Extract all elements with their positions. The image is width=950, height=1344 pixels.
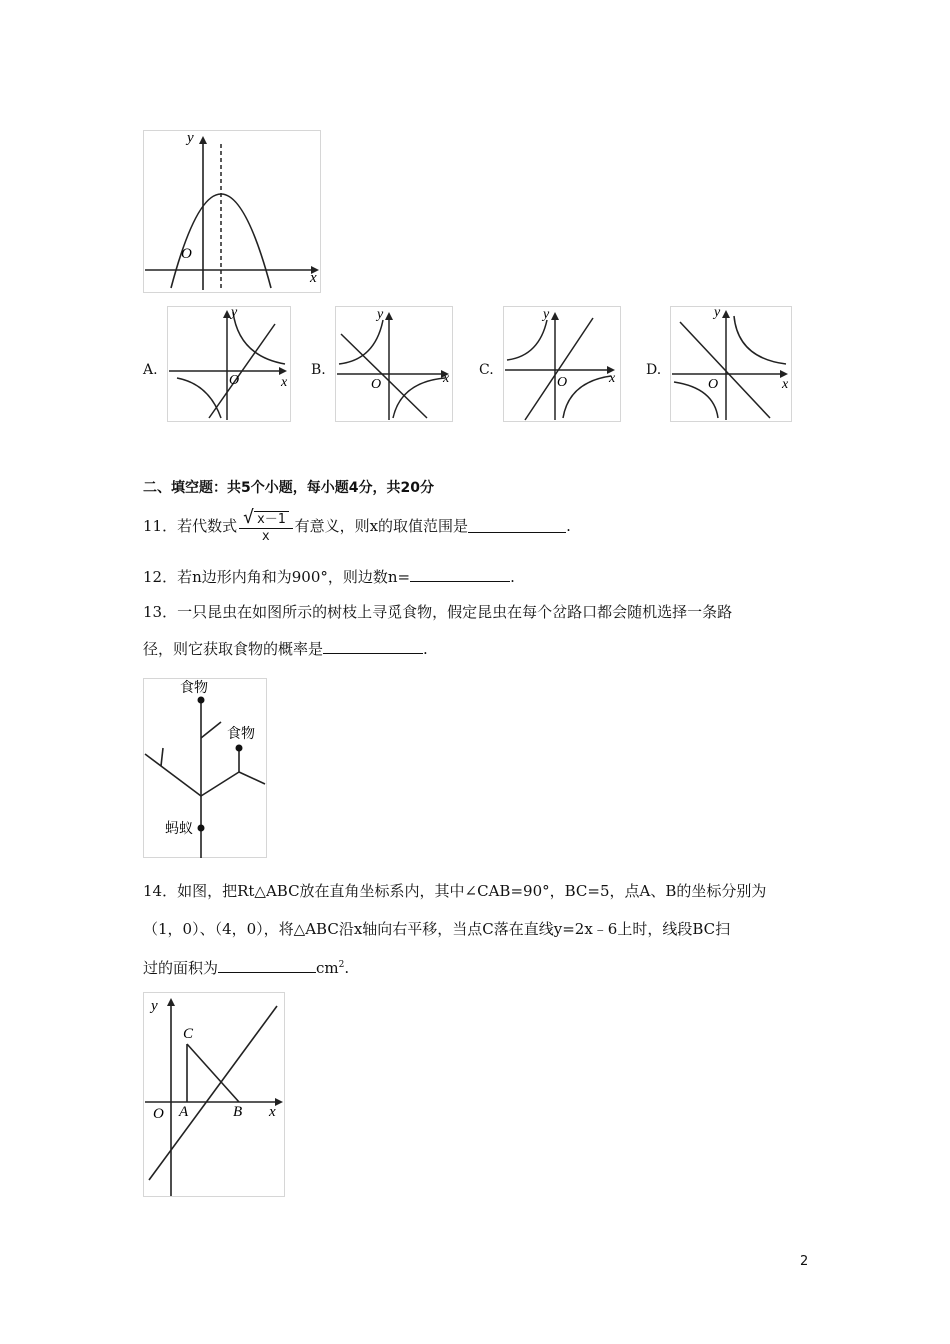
q11-numerator: √ x－1 [239, 507, 293, 529]
svg-text:y: y [231, 306, 238, 320]
svg-text:x: x [609, 371, 616, 386]
q13-answer-blank[interactable] [323, 639, 423, 654]
x-label: x [269, 1104, 276, 1120]
q11-prefix: 11．若代数式 [143, 517, 238, 535]
parabola-figure [143, 130, 321, 293]
tree-figure [143, 678, 267, 858]
question-14-line3: 过的面积为 $cm^2$. [143, 959, 350, 977]
point-c-label: C [183, 1026, 194, 1042]
hyperbola-branch-1 [507, 320, 547, 360]
point-b-label: B [233, 1104, 243, 1120]
parabola-graph [143, 130, 321, 293]
svg-text:O: O [371, 377, 382, 392]
section-title: 二、填空题：共5个小题，每小题4分，共20分 [143, 480, 434, 496]
option-d-figure [670, 306, 792, 422]
line-graph [525, 318, 593, 420]
ant-label: 蚂蚁 [165, 821, 193, 837]
question-14-line2: （1，0）、（4，0），将△ABC沿x轴向右平移，当点C落在直线y=2x﹣6上时，线段BC扫 [143, 920, 731, 938]
x-label: x [310, 270, 317, 286]
svg-text:x: x [782, 377, 789, 392]
q11-answer-blank[interactable] [468, 518, 566, 533]
point-a-label: A [179, 1104, 189, 1120]
option-a-label: A. [143, 362, 158, 378]
svg-text:y: y [714, 306, 721, 320]
q11-fraction [239, 507, 293, 544]
triangle-figure [143, 992, 285, 1197]
question-14-line1: 14．如图，把Rt△ABC放在直角坐标系内，其中∠CAB=90°，BC=5，点A、B的坐标分别为 [143, 882, 767, 900]
svg-text:O: O [708, 377, 719, 392]
branch-right [201, 772, 239, 796]
branch-upper-right [201, 722, 221, 738]
food-right-label: 食物 [227, 726, 255, 742]
svg-text:O: O [229, 373, 240, 388]
question-11: 11．若代数式 $\frac{√ x-1}{x}$ 有意义，则x的取值范围是 . [143, 507, 571, 544]
branch-right-end [239, 772, 265, 784]
origin-label: O [153, 1106, 164, 1122]
line-graph [341, 334, 427, 418]
y-label: y [151, 998, 158, 1014]
line-graph [680, 322, 770, 418]
branch-left [145, 754, 201, 796]
option-c-figure [503, 306, 621, 422]
hyperbola-branch-1 [233, 312, 285, 364]
hyperbola-branch-2 [177, 378, 221, 418]
page-number: 2 [800, 1254, 809, 1269]
q11-suffix: 有意义，则x的取值范围是 [294, 517, 469, 535]
food-right-dot [236, 745, 243, 752]
hyperbola-branch-1 [734, 316, 786, 364]
hyperbola-branch-1 [339, 320, 383, 364]
option-a-figure [167, 306, 291, 422]
svg-text:y: y [543, 307, 550, 322]
line-y-2x-6 [149, 1006, 277, 1180]
question-13-line1: 13．一只昆虫在如图所示的树枝上寻觅食物，假定昆虫在每个岔路口都会随机选择一条路 [143, 603, 733, 621]
question-13-line2: 径，则它获取食物的概率是 . [143, 640, 428, 658]
ant-dot [198, 825, 205, 832]
question-12: 12．若n边形内角和为900°，则边数n= . [143, 568, 515, 586]
option-b-figure [335, 306, 453, 422]
option-c-label: C. [479, 362, 494, 378]
branch-left-stub [161, 748, 163, 766]
svg-text:x: x [281, 375, 288, 390]
q12-answer-blank[interactable] [410, 567, 510, 582]
q11-denominator: x [261, 529, 270, 544]
food-top-dot [198, 697, 205, 704]
hyperbola-branch-2 [563, 376, 611, 418]
option-b-label: B. [311, 362, 326, 378]
hyperbola-branch-2 [393, 378, 445, 418]
q14-answer-blank[interactable] [218, 958, 316, 973]
q14-unit: cm [316, 959, 339, 977]
food-top-label: 食物 [180, 680, 208, 696]
option-d-label: D. [646, 362, 662, 378]
svg-text:y: y [377, 307, 384, 322]
svg-text:O: O [557, 375, 568, 390]
y-axis-arrow [199, 136, 207, 144]
origin-label: O [181, 246, 192, 262]
y-label: y [187, 130, 194, 146]
svg-text:x: x [443, 371, 450, 386]
